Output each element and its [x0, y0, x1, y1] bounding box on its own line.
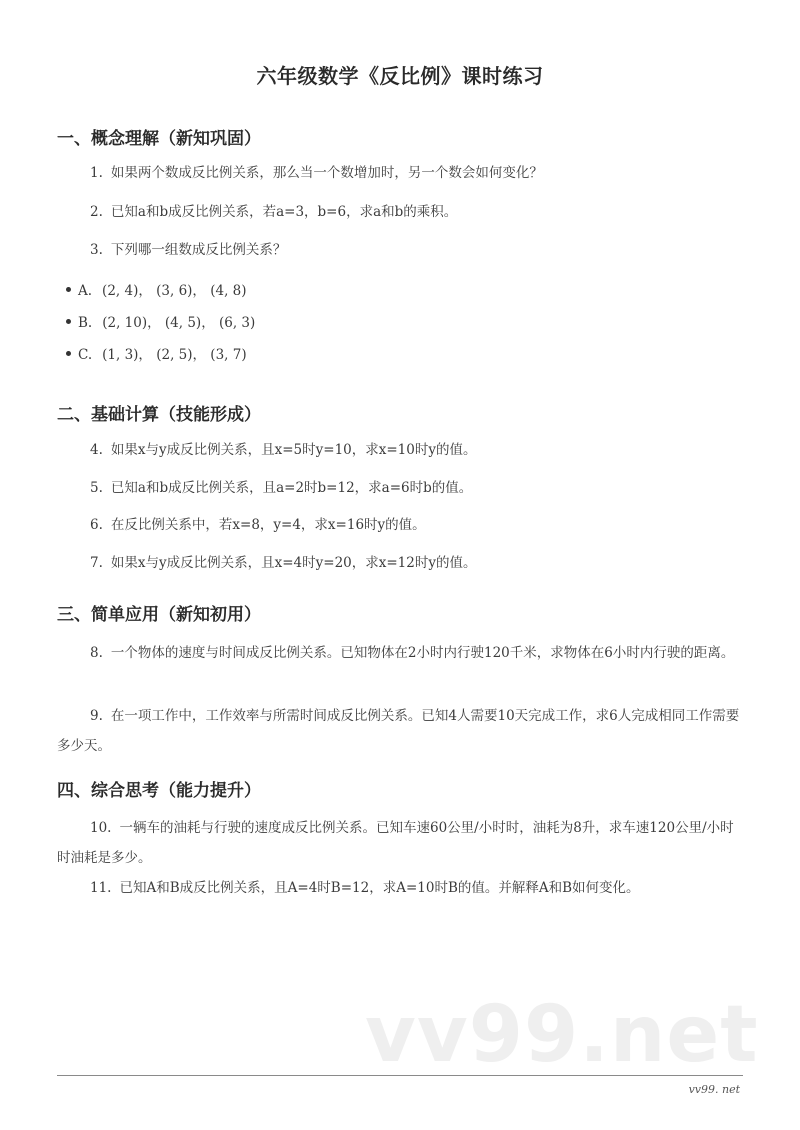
question-number: 11.: [90, 880, 112, 896]
section-heading-application: 三、简单应用（新知初用）: [57, 605, 261, 625]
question-number: 7.: [90, 555, 103, 571]
question-item: [90, 198, 457, 226]
question-item: [90, 159, 543, 187]
option-letter: B.: [78, 315, 93, 331]
footer-site-label: vv99. net: [688, 1083, 740, 1096]
question-number: 10.: [90, 820, 112, 836]
question-text: 已知A和B成反比例关系，且A=4时B=12，求A=10时B的值。并解释A和B如何变化。: [119, 880, 640, 896]
option-letter: A.: [78, 283, 93, 299]
option-item-a: [66, 279, 247, 299]
question-number: 1.: [90, 165, 103, 181]
page-title: 六年级数学《反比例》课时练习: [256, 64, 544, 88]
question-text: 一个物体的速度与时间成反比例关系。已知物体在2小时内行驶120千米，求物体在6小时内行驶的距离。: [110, 645, 735, 661]
question-number: 4.: [90, 442, 103, 458]
question-item: [90, 549, 477, 577]
question-text: 已知a和b成反比例关系，若a=3，b=6，求a和b的乘积。: [110, 204, 458, 220]
question-item: [90, 474, 472, 502]
option-text: (2, 10)， (4, 5)， (6, 3): [102, 315, 256, 331]
bullet-icon: [66, 287, 71, 292]
question-number: 9.: [90, 708, 103, 724]
question-text: 在一项工作中，工作效率与所需时间成反比例关系。已知4人需要10天完成工作，求6人完成相同工作需要多少天。: [57, 708, 740, 754]
watermark: vv99.net: [365, 990, 759, 1080]
question-text: 一辆车的油耗与行驶的速度成反比例关系。已知车速60公里/小时时，油耗为8升，求车速120公里/小时时油耗是多少。: [57, 820, 734, 866]
question-text: 下列哪一组数成反比例关系？: [110, 242, 287, 258]
option-letter: C.: [78, 347, 93, 363]
question-item: [57, 638, 747, 668]
section-heading-calculation: 二、基础计算（技能形成）: [57, 405, 261, 425]
option-text: (1, 3)， (2, 5)， (3, 7): [102, 347, 247, 363]
question-item: [90, 436, 477, 464]
question-number: 8.: [90, 645, 103, 661]
question-number: 5.: [90, 480, 103, 496]
question-item: [57, 813, 747, 873]
footer-divider: [57, 1075, 743, 1076]
section-heading-concept: 一、概念理解（新知巩固）: [57, 129, 261, 149]
question-text: 如果x与y成反比例关系，且x=4时y=20，求x=12时y的值。: [110, 555, 477, 571]
question-text: 如果x与y成反比例关系，且x=5时y=10，求x=10时y的值。: [110, 442, 477, 458]
question-item: [57, 873, 747, 903]
question-text: 在反比例关系中，若x=8，y=4，求x=16时y的值。: [110, 517, 426, 533]
question-text: 如果两个数成反比例关系，那么当一个数增加时，另一个数会如何变化？: [110, 165, 543, 181]
bullet-icon: [66, 319, 71, 324]
question-number: 2.: [90, 204, 103, 220]
question-item: [90, 511, 426, 539]
question-item: [90, 236, 286, 264]
option-item-c: [66, 343, 247, 363]
question-item: [57, 701, 747, 761]
question-number: 6.: [90, 517, 103, 533]
section-heading-synthesis: 四、综合思考（能力提升）: [57, 781, 261, 801]
question-text: 已知a和b成反比例关系，且a=2时b=12，求a=6时b的值。: [110, 480, 473, 496]
option-text: (2, 4)， (3, 6)， (4, 8): [102, 283, 247, 299]
question-number: 3.: [90, 242, 103, 258]
option-item-b: [66, 311, 255, 331]
bullet-icon: [66, 351, 71, 356]
